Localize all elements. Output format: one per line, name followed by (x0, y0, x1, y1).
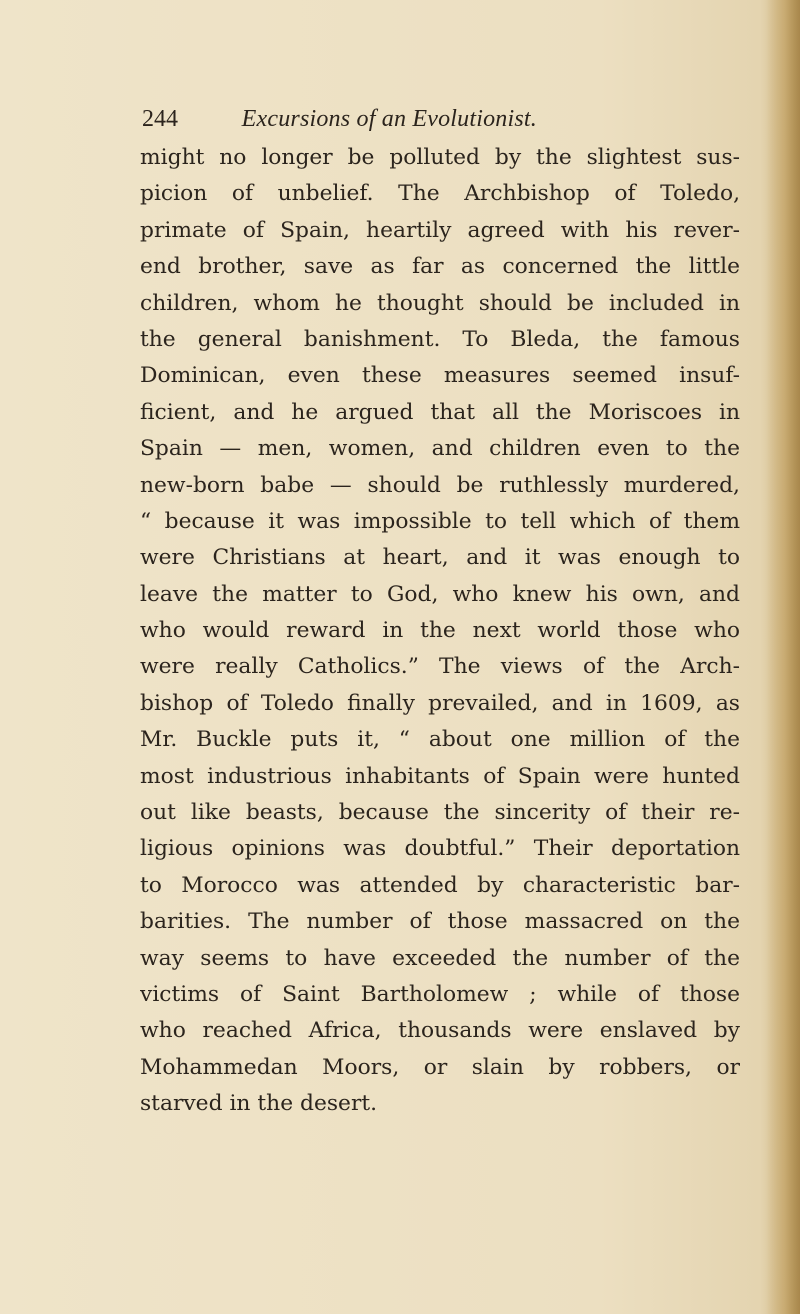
page-edge-shadow (766, 0, 800, 1314)
text-line: most industrious inhabitants of Spain were hunted (140, 763, 740, 789)
text-line: way seems to have exceeded the number of the (140, 945, 740, 971)
text-line: children, whom he thought should be included in (140, 290, 740, 316)
text-line: barities. The number of those massacred on the (140, 909, 740, 935)
text-line: Mr. Buckle puts it, “ about one million of the (140, 727, 740, 753)
text-line: the general banishment. To Bleda, the famous (140, 326, 740, 352)
text-line: picion of unbelief. The Archbishop of Toledo, (140, 181, 740, 207)
text-line: primate of Spain, heartily agreed with his rever- (140, 217, 740, 243)
running-header (142, 98, 742, 138)
text-line: might no longer be polluted by the slightest sus- (140, 145, 740, 170)
text-line: who reached Africa, thousands were enslaved by (140, 1018, 740, 1044)
text-line: ficient, and he argued that all the Moriscoes in (140, 399, 740, 425)
text-line: to Morocco was attended by characteristic bar- (140, 872, 740, 898)
page-number: 244 (142, 106, 178, 132)
text-line: were Christians at heart, and it was enough to (140, 545, 740, 571)
text-line: Spain — men, women, and children even to the (140, 436, 740, 462)
text-line: leave the matter to God, who knew his own, and (140, 581, 740, 607)
running-title: Excursions of an Evolutionist. (241, 106, 537, 132)
text-line: Mohammedan Moors, or slain by robbers, or (140, 1054, 740, 1080)
body-text (140, 140, 740, 1123)
text-line: victims of Saint Bartholomew ; while of those (140, 981, 740, 1007)
text-line: ligious opinions was doubtful.” Their deportation (140, 836, 740, 862)
text-line: bishop of Toledo finally prevailed, and in 1609, as (140, 690, 740, 716)
text-line: out like beasts, because the sincerity of their re- (140, 800, 740, 826)
text-line: who would reward in the next world those who (140, 618, 740, 644)
text-line: Dominican, even these measures seemed insuf- (140, 363, 740, 389)
text-line: “ because it was impossible to tell which of them (140, 508, 740, 534)
text-line-last: starved in the desert. (140, 1091, 378, 1117)
text-line: were really Catholics.” The views of the Arch- (140, 654, 740, 680)
text-line: end brother, save as far as concerned the little (140, 254, 740, 280)
text-line: new-born babe — should be ruthlessly murdered, (140, 472, 740, 498)
